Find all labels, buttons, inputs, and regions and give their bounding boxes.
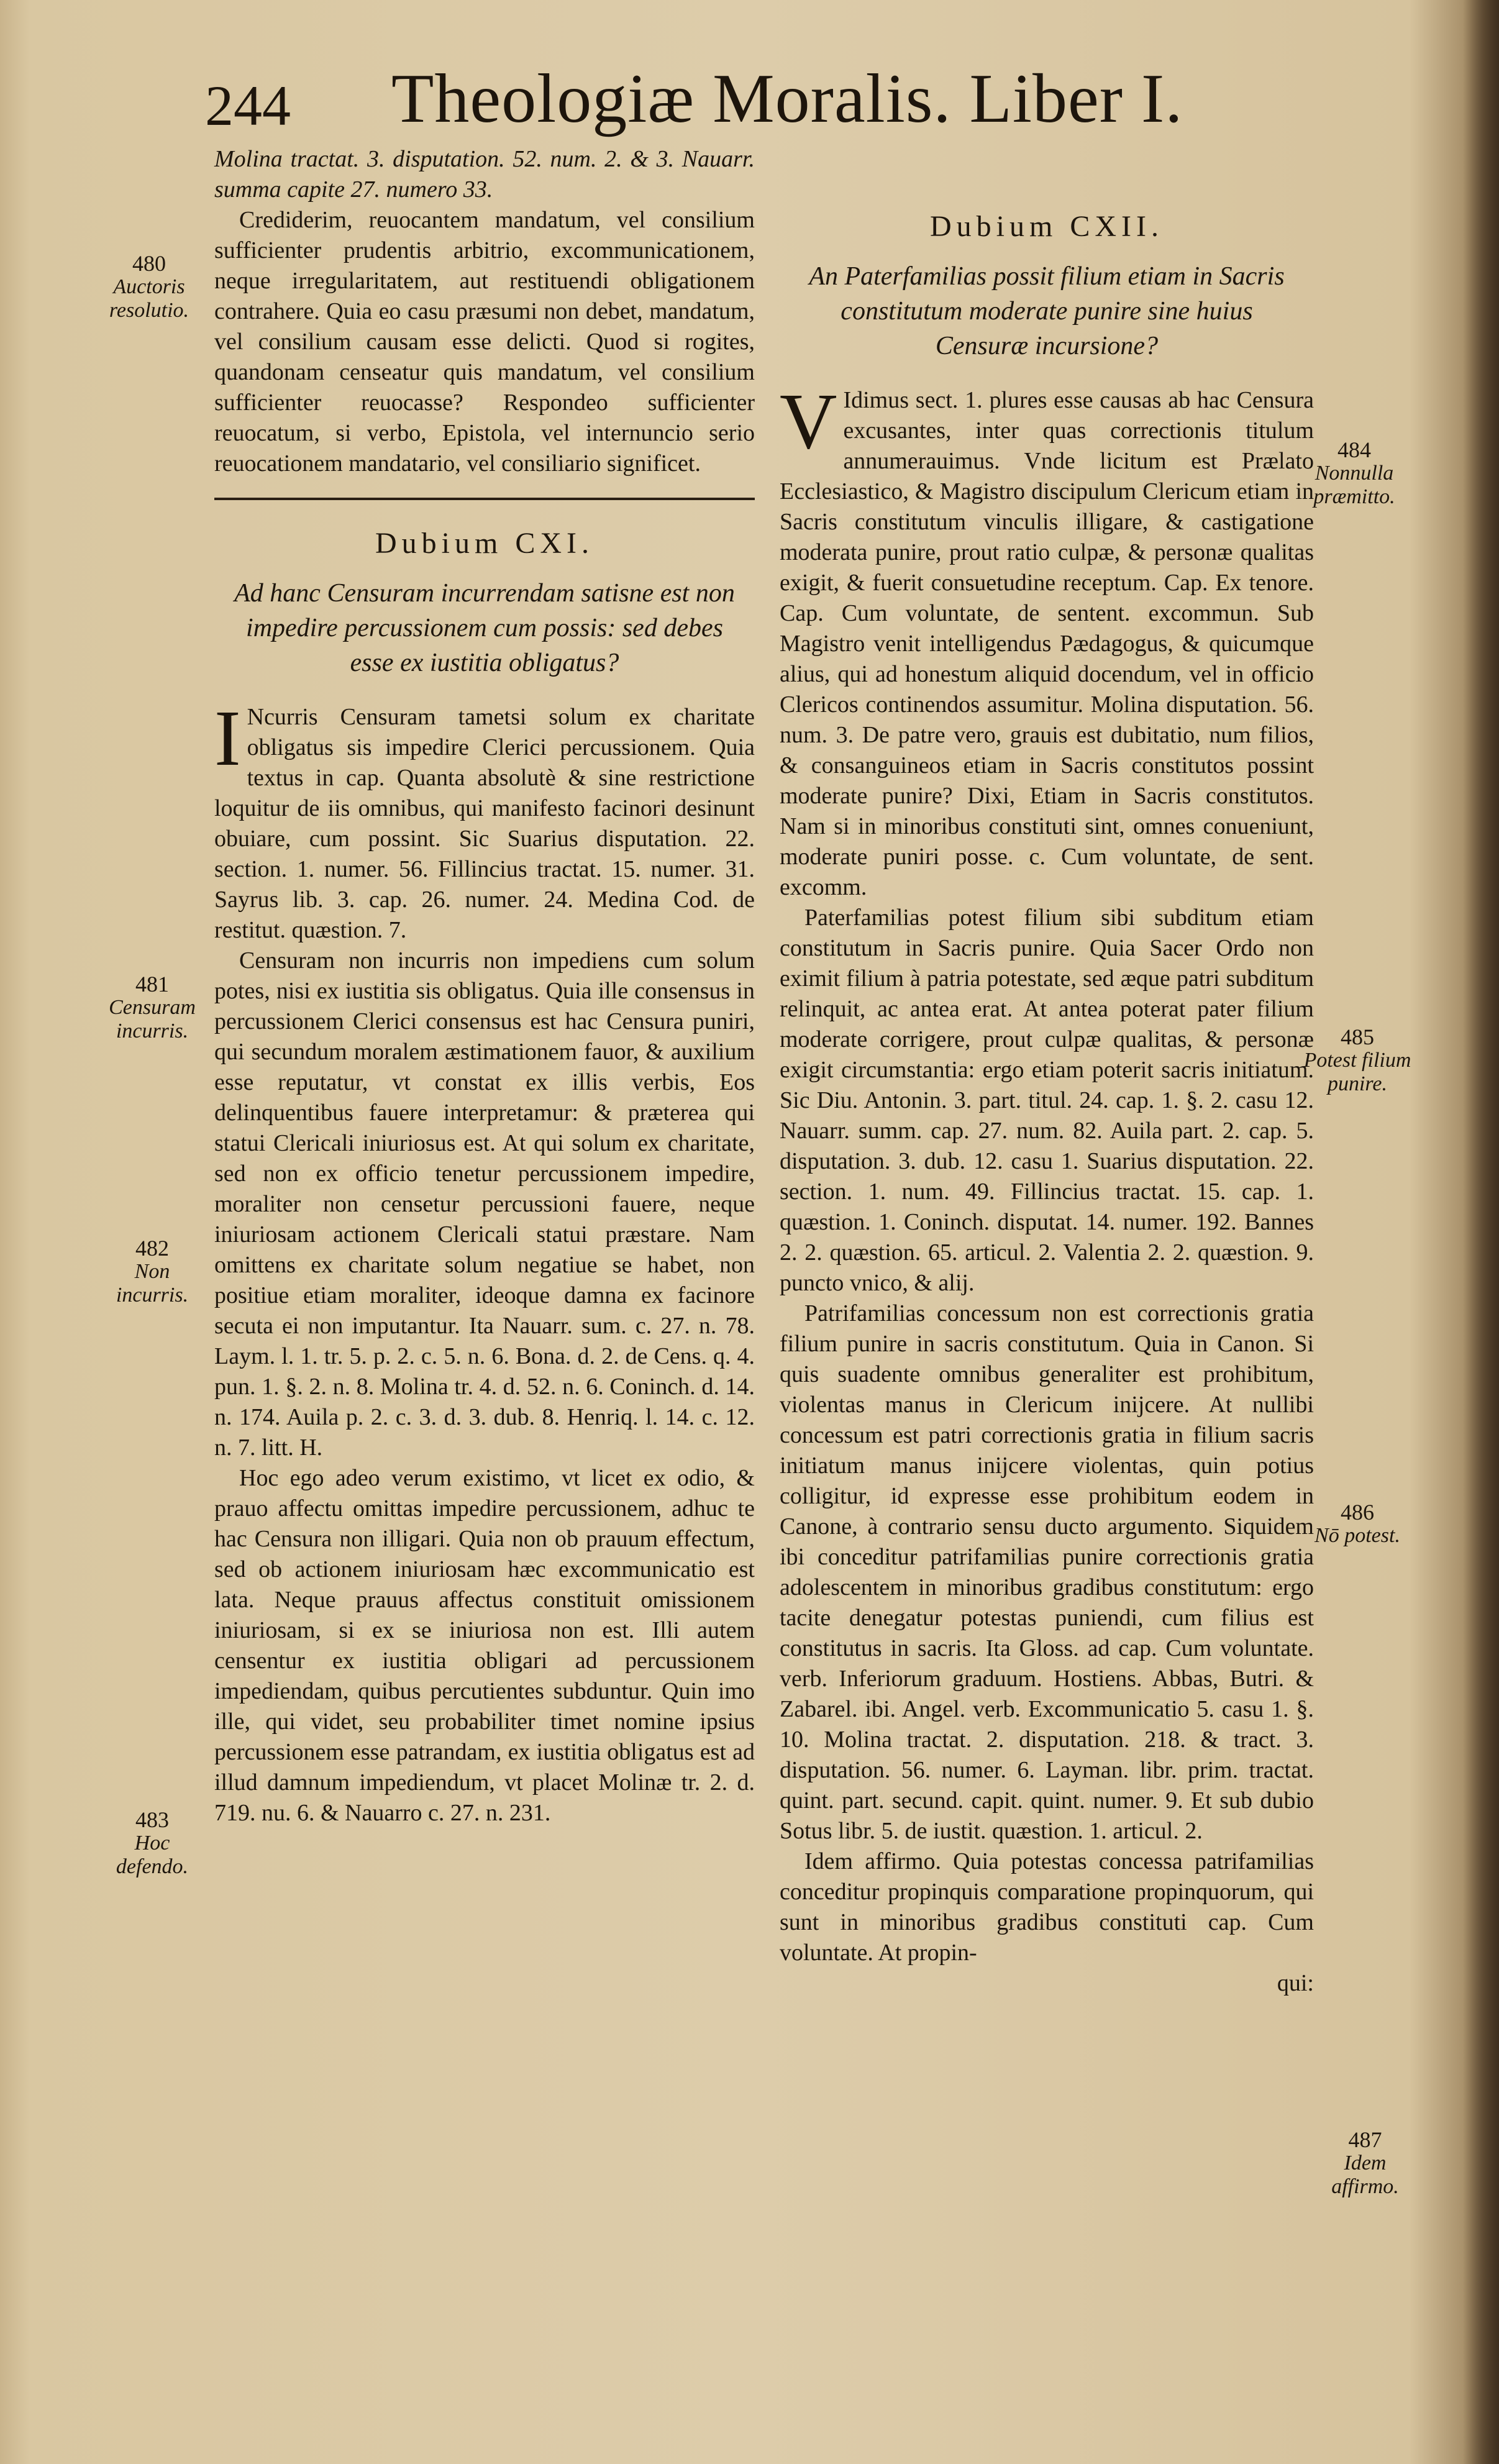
left-column	[214, 144, 755, 1828]
question-heading: Ad hanc Censuram incurrendam satisne est non impedire percussionem cum possis: sed debes esse ex iustitia obligatus?	[234, 579, 735, 677]
margin-note-483: 483 Hoc defendo.	[116, 1807, 189, 1878]
page-gutter-shadow	[1463, 0, 1499, 2464]
paragraph-482: Censuram non incurris non impediens cum solum potes, nisi ex iustitia sis obligatus. Quia ille consensus in percussionem Clerici consensus est hac Censura puniri, qui secundum moralem æstimationem fauor, & auxilium esse reputatur, vt constat ex illis verbis, Eos delinquentibus fauere interpretamur: & præterea qui statui Clericali iniuriosus est. At qui solum ex charitate, sed non ex officio tenetur percussionem impedire, moraliter non censetur percussioni fauere, neque iniuriosam actionem Clericali statui præstare. Nam omittens ex charitate solum negatiue se habet, non positiue etiam moraliter, ideoque damna ex facinore secuta ei non imputantur. Ita Nauarr. sum. c. 27. n. 78. Laym. l. 1. tr. 5. p. 2. c. 5. n. 6. Bona. d. 2. de Cens. q. 4. pun. 1. §. 2. n. 8. Molina tr. 4. d. 52. n. 6. Coninch. d. 14. n. 174. Auila p. 2. c. 3. d. 3. dub. 8. Henriq. l. 14. c. 12. n. 7. litt. H.	[214, 947, 755, 1461]
margin-note-480: 480 Auctoris resolutio.	[109, 251, 189, 322]
right-column	[780, 211, 1314, 1999]
margin-note-485: 485 Potest filium punire.	[1303, 1024, 1411, 1095]
running-header	[205, 59, 1187, 140]
paragraph-483: Hoc ego adeo verum existimo, vt licet ex odio, & prauo affectu omittas impedire percussionem, adhuc te hac Censura non illigari. Quia non ob prauum effectum, sed ob actionem iniuriosam hæc excommunicatio est lata. Neque prauus affectus constituit omissionem iniuriosam, si ex se iniuriosa non est. Illi autem censentur ex iustitia obligari ad percussionem impediendam, quibus percutientes subduntur. Quin imo ille, qui videt, seu probabiliter timet nomine ipsius percussionem esse patrandam, ex iustitia obligatus est ad illud damnum impediendum, vt placet Molinæ tr. 2. d. 719. nu. 6. & Nauarro c. 27. n. 231.	[214, 1465, 755, 1826]
section-divider	[214, 498, 755, 500]
drop-cap: V	[780, 377, 837, 465]
drop-cap: I	[214, 694, 241, 782]
margin-note-481: 481 Censuram incurris.	[109, 972, 196, 1043]
running-title: Theologiæ Moralis. Liber I.	[391, 60, 1183, 137]
dubium-heading: Dubium CXI.	[375, 527, 594, 560]
paragraph-480: Crediderim, reuocantem mandatum, vel consilium sufficienter prudentis arbitrio, excommunicationem, neque irregularitatem, aut restituendi obligationem contrahere. Quia eo casu præsumi non debet, mandatum, vel consilium causam esse delicti. Quod si rogites, quandonam censeatur quis mandatum, vel consilium sufficienter reuocasse? Respondeo sufficienter reuocatum, si verbo, Epistola, vel internuncio serio reuocationem mandatario, vel consiliario significet.	[214, 207, 755, 477]
margin-note-487: 487 Idem affirmo.	[1331, 2127, 1399, 2198]
paragraph-485: Paterfamilias potest filium sibi subditum etiam constitutum in Sacris punire. Quia Sacer Ordo non eximit filium à patria potestate, sed æque patri subditum relinquit, ac antea erat. At antea poterat pater filium moderate corrigere, prout culpæ qualitas, & personæ exigit circumstantia: ergo etiam poterit sacris initiatum. Sic Diu. Antonin. 3. part. titul. 24. cap. 1. §. 2. casu 12. Nauarr. summ. cap. 27. num. 82. Auila part. 2. cap. 5. disputation. 3. dub. 12. casu 1. Suarius disputation. 22. section. 1. num. 49. Fillincius tractat. 15. cap. 1. quæstion. 1. Coninch. disputat. 14. numer. 192. Bannes 2. 2. quæstion. 65. articul. 2. Valentia 2. 2. quæstion. 9. puncto vnico, & alij.	[780, 905, 1314, 1296]
dubium-heading: Dubium CXII.	[930, 210, 1164, 243]
page-number: 244	[205, 74, 291, 137]
paragraph-484: Idimus sect. 1. plures esse causas ab hac Censura excusantes, inter quas correctionis titulum annumerauimus. Vnde licitum est Prælato Ecclesiastico, & Magistro discipulum Clericum etiam in Sacris constitutum vinculis illigare, & castigatione moderata punire, prout ratio culpæ, & personæ qualitas exigit, & fuerit consuetudine receptum. Cap. Ex tenore. Cap. Cum voluntate, de sentent. excommun. Sub Magistro venit intelligendus Pædagogus, & quicumque alius, qui ad honestum aliquid docendum, vel in officio Clericos continendos assumitur. Molina disputation. 56. num. 3. De patre vero, grauis est dubitatio, num filios, & consanguineos etiam in Sacris constitutos possint moderate punire? Dixi, Etiam in Sacris constitutos. Nam si in minoribus constituti sint, omnes conueniunt, moderate puniri posse. c. Cum voluntate, de sent. excomm.	[780, 387, 1314, 900]
margin-note-486: 486 Nō potest.	[1314, 1500, 1400, 1547]
paragraph-486: Patrifamilias concessum non est correctionis gratia filium punire in sacris constitutum. Quia in Canon. Si quis suadente omnibus generaliter est prohibitum, violentas manus in Clericum inijcere. At nullibi concessum est patri correctionis gratia in filium sacris initiatum manus inijcere violentas, quin potius colligitur, id expresse esse prohibitum eodem in Canone, à contrario sensu ducto argumento. Siquidem ibi conceditur patrifamilias punire correctionis gratia adolescentem in minoribus gradibus constitutum: ergo tacite denegatur potestas puniendi, cum filius est constitutus in sacris. Ita Gloss. ad cap. Cum voluntate. verb. Inferiorum graduum. Hostiens. Abbas, Butri. & Zabarel. ibi. Angel. verb. Excommunicatio 5. casu 1. §. 10. Molina tractat. 2. disputation. 218. & tract. 3. disputation. 56. numer. 6. Layman. libr. prim. tractat. quint. part. secund. capit. quint. numer. 9. Et sub dubio Sotus libr. 5. de iustit. quæstion. 1. articul. 2.	[780, 1300, 1314, 1844]
left-intro-citation: Molina tractat. 3. disputation. 52. num. 2. & 3. Nauarr. summa capite 27. numero 33.	[214, 146, 755, 203]
catchword: qui:	[1277, 1970, 1314, 1996]
margin-note-484: 484 Nonnulla præmitto.	[1313, 437, 1395, 508]
question-heading: An Paterfamilias possit filium etiam in Sacris constitutum moderate punire sine huius Censuræ incursione?	[809, 262, 1285, 360]
paragraph-481: Ncurris Censuram tametsi solum ex charitate obligatus sis impedire Clerici percussionem. Quia textus in cap. Quanta absolutè & sine restrictione loquitur de iis omnibus, qui manifesto facinori desinunt obuiare, cum possint. Sic Suarius disputation. 22. section. 1. numer. 56. Fillincius tractat. 15. numer. 31. Sayrus lib. 3. cap. 26. numer. 24. Medina Cod. de restitut. quæstion. 7.	[214, 704, 755, 943]
paragraph-487: Idem affirmo. Quia potestas concessa patrifamilias conceditur propinquis comparatione propinquorum, qui sunt in minoribus gradibus constituti cap. Cum voluntate. At propin-	[780, 1848, 1314, 1966]
margin-note-482: 482 Non incurris.	[116, 1236, 189, 1307]
